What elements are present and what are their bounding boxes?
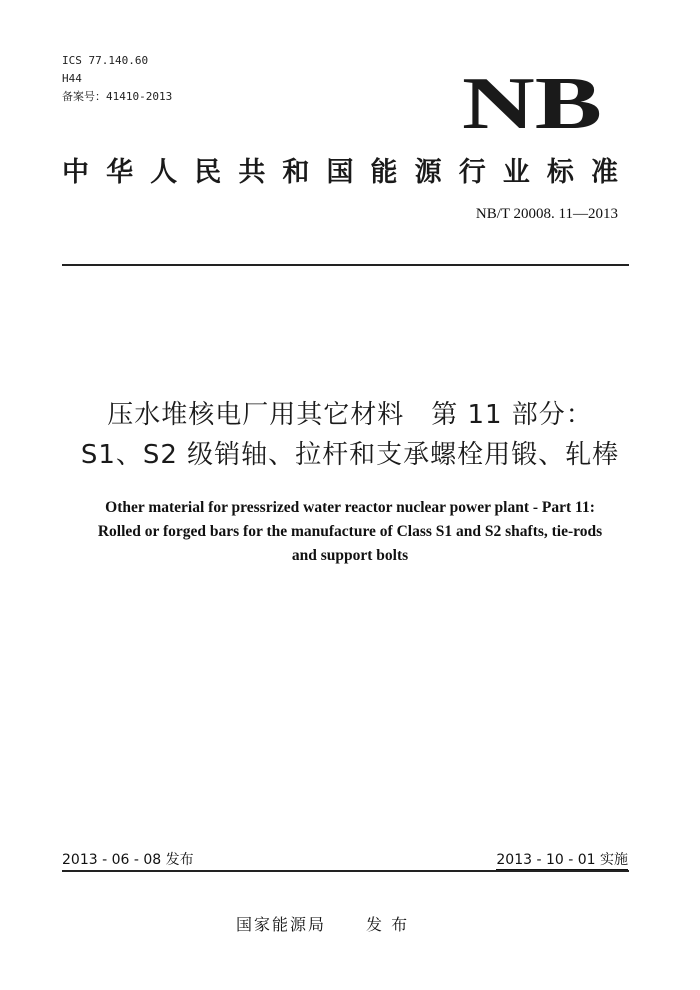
standard-category-title [62, 150, 618, 189]
ics-code: ICS 77.140.60 [62, 54, 149, 67]
title-en-line2: Rolled or forged bars for the manufacture of Class S1 and S2 shafts, tie-rods [97, 523, 603, 540]
title-cn-line1: 压水堆核电厂用其它材料 第 11 部分： [107, 400, 593, 430]
standard-number: NB/T 20008. 11—2013 [475, 206, 618, 222]
implement-date: 2013 - 10 - 01 实施 [496, 849, 628, 870]
header-codes [62, 52, 172, 106]
title-en-line1: Other material for pressrized water reactor nuclear power plant - Part 11: [105, 499, 595, 516]
category-char: 共 [238, 157, 266, 188]
category-char: 中 [62, 157, 89, 188]
category-char: 源 [414, 157, 442, 188]
issue-date: 2013 - 06 - 08 发布 [62, 852, 194, 868]
issuer-action: 发 布 [366, 915, 410, 934]
category-char: 能 [370, 157, 398, 188]
record-number: 备案号：41410-2013 [62, 90, 173, 103]
title-cn-line2: S1、S2 级销轴、拉杆和支承螺栓用锻、轧棒 [80, 440, 620, 470]
title-en-line3: and support bolts [291, 547, 409, 564]
category-char: 民 [194, 157, 222, 188]
category-char: 和 [282, 157, 310, 188]
nb-logo-text: NB [462, 70, 602, 136]
category-char: 准 [590, 157, 618, 188]
header-divider [62, 264, 629, 266]
category-char: 行 [458, 157, 486, 188]
category-char: 标 [546, 157, 574, 188]
issuer-line [236, 912, 409, 935]
footer-divider [62, 870, 629, 872]
category-char: 人 [150, 157, 178, 188]
category-char: 华 [106, 157, 134, 188]
category-char: 业 [502, 157, 530, 188]
classification-code: H44 [62, 72, 82, 85]
nb-logo [460, 70, 605, 136]
issuer-org: 国家能源局 [236, 915, 327, 934]
category-char: 国 [326, 157, 354, 188]
title-en [0, 496, 700, 568]
